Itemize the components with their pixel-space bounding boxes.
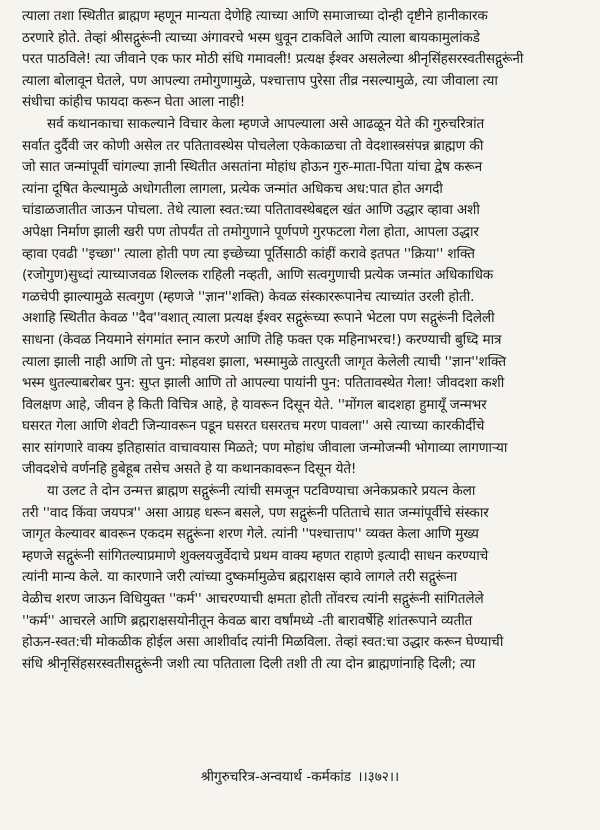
text-line: सार सांगणारे वाक्य इतिहासांत वाचावयास मिळते; पण मोहांध जीवाला जन्मोजन्मी भोगाव्या लागणाऱ्या [22,439,508,456]
paragraph-3 [22,481,586,675]
text-line: जीवदशेचे वर्णनहि हुबेहूब तसेच असते हे या कथानकावरून दिसून येते! [22,461,357,478]
text-line: त्यांना दूषित केल्यामुळे अधोगतीला लागला, प्रत्येक जन्मांत अधिकच अध:पात होत अगदी [22,180,443,197]
text-line: त्यांनी मान्य केले. या कारणाने जरी त्यांच्या दुष्कर्मामुळेच ब्रह्मराक्षस व्हावे लागले तरी सद्गुरूंना [22,569,457,586]
text-line: भस्म धुतल्याबरोबर पुन: सुप्त झाली आणि तो आपल्या पायांनी पुन: पतितावस्थेत गेला! जीवदशा कशी [22,375,505,392]
text-line: त्याला तशा स्थितीत ब्राह्मण म्हणून मान्यता देणेहि त्याच्या आणि समाजाच्या दोन्ही दृष्टीने हानीकारक [22,8,488,24]
page-number: ।।३७२।। [357,769,400,785]
text-line: परत पाठविले! त्या जीवाने एक फार मोठी संधि गमावली! प्रत्यक्ष ईश्वर असलेल्या श्रीनृसिंहसरस्वतीसद्गुरूंनी [22,51,524,68]
text-line: (रजोगुण)सुध्दां त्याच्याजवळ शिल्लक राहिली नव्हती, आणि सत्वगुणाची प्रत्येक जन्मांत अधिकाधिक [22,267,494,284]
text-line: त्याला बोलावून घेतले, पण आपल्या तमोगुणामुळे, पश्चात्ताप पुरेसा तीव्र नसल्यामुळे, त्या जीवाला त्या [22,72,498,89]
text-line: ठरणारे होते. तेव्हां श्रीसद्गुरूंनी त्याच्या अंगावरचे भस्म धुवून टाकविले आणि त्याला बायकामुलांकडे [22,29,480,46]
paragraph-1 [22,6,586,114]
text-line: वेळीच शरण जाऊन विधियुक्त ''कर्म'' आचरण्याची क्षमता होती तोंवरच त्यांनी सद्गुरूंनी सांगितलेले [22,591,484,608]
text-line: व्हावा एवढी ''इच्छा'' त्याला होती पण त्या इच्छेच्या पूर्तिसाठी कांहीं करावे इतपत ''क्रिया'' शक्ति [22,245,475,262]
text-line: सर्व कथानकाचा साकल्याने विचार केला म्हणजे आपल्याला असे आढळून येते की गुरुचरित्रांत [22,115,485,132]
footer-title: श्रीगुरुचरित्र-अन्वयार्थ -कर्मकांड [200,769,352,785]
text-line: या उलट ते दोन उन्मत्त ब्राह्मण सद्गुरूंनी त्यांची समजून पटविण्याचा अनेकप्रकारे प्रयत्न केला [22,483,476,500]
text-line: संधीचा कांहीच फायदा करून घेता आला नाही! [22,94,246,111]
text-line: सर्वात दुर्दैवी जर कोणी असेल तर पतितावस्थेस पोचलेला एकेकाळचा तो वेदशास्त्रसंपन्न ब्राह्मण की [22,137,484,154]
text-line: होऊन-स्वत:ची मोकळीक होईल असा आशीर्वाद त्यांनी मिळविला. तेव्हां स्वत:चा उद्धार करून घेण्याची [22,634,504,651]
text-line: जागृत केल्यावर बावरून एकदम सद्गुरूंना शरण गेले. त्यांनी ''पश्चात्ताप'' व्यक्त केला आणि मुख्य [22,526,479,543]
text-line: घसरत गेला आणि शेवटी जिन्यावरून पडून घसरत घसरतच मरण पावला'' असे त्याच्या कारकीर्दीचे [22,418,485,435]
text-line: अपेक्षा निर्माण झाली खरी पण तोपर्यंत तो तमोगुणाने पूर्णपणे गुरफटला गेला होता, आपला उद्धार [22,223,479,240]
text-line: तरी ''वाद किंवा जयपत्र'' असा आग्रह धरून बसले, पण सद्गुरूंनी पतिताचे सात जन्मांपूर्वीचे संस्कार [22,504,489,521]
text-line: गळचेपी झाल्यामुळे सत्वगुण (म्हणजे ''ज्ञान''शक्ति) केवळ संस्काररूपानेच त्याच्यांत उरली होती. [22,288,475,305]
text-line: म्हणजे सद्गुरूंनी सांगितल्याप्रमाणे शुक्लयजुर्वेदाचे प्रथम वाक्य म्हणत राहाणे इत्यादी साधन करण्याचे [22,547,489,564]
text-line: चांडाळजातीत जाऊन पोचला. तेथे त्याला स्वत:च्या पतितावस्थेबद्दल खंत आणि उद्धार व्हावा अशी [22,202,480,219]
text-line: त्याला झाली नाही आणि तो पुन: मोहवश झाला, भस्मामुळे तात्पुरती जागृत केलेली त्याची ''ज्ञान''शक्ति [22,353,506,370]
text-line: जो सात जन्मांपूर्वी चांगल्या ज्ञानी स्थितीत असतांना मोहांध होऊन गुरु-माता-पिता यांचा द्वेष करून [22,159,483,176]
text-line: साधना (केवळ नियमाने संगमांत स्नान करणे आणि तेहि फक्त एक महिनाभरच!) करण्याची बुध्दि मात्र [22,331,502,348]
text-line: विलक्षण आहे, जीवन हे किती विचित्र आहे, हे यावरून दिसून येते. ''मोंगल बादशहा हुमायूँ जन्मभर [22,396,487,413]
paragraph-2 [22,114,586,481]
page-footer [0,766,600,785]
text-line: अशाहि स्थितीत केवळ ''दैव''वशात् त्याला प्रत्यक्ष ईश्वर सद्गुरूंच्या रूपाने भेटला पण सद्गुरूंनी दिलेली [22,310,495,327]
text-line: ''कर्म'' आचरले आणि ब्रह्मराक्षसयोनीतून केवळ बारा वर्षांमध्ये -ती बारावर्षेहि शांतरूपाने व्यतीत [22,612,473,629]
text-line: संधि श्रीनृसिंहसरस्वतीसद्गुरूंनी जशी त्या पतिताला दिली तशी ती त्या दोन ब्राह्मणांनाहि दिली; त्या [22,655,476,672]
